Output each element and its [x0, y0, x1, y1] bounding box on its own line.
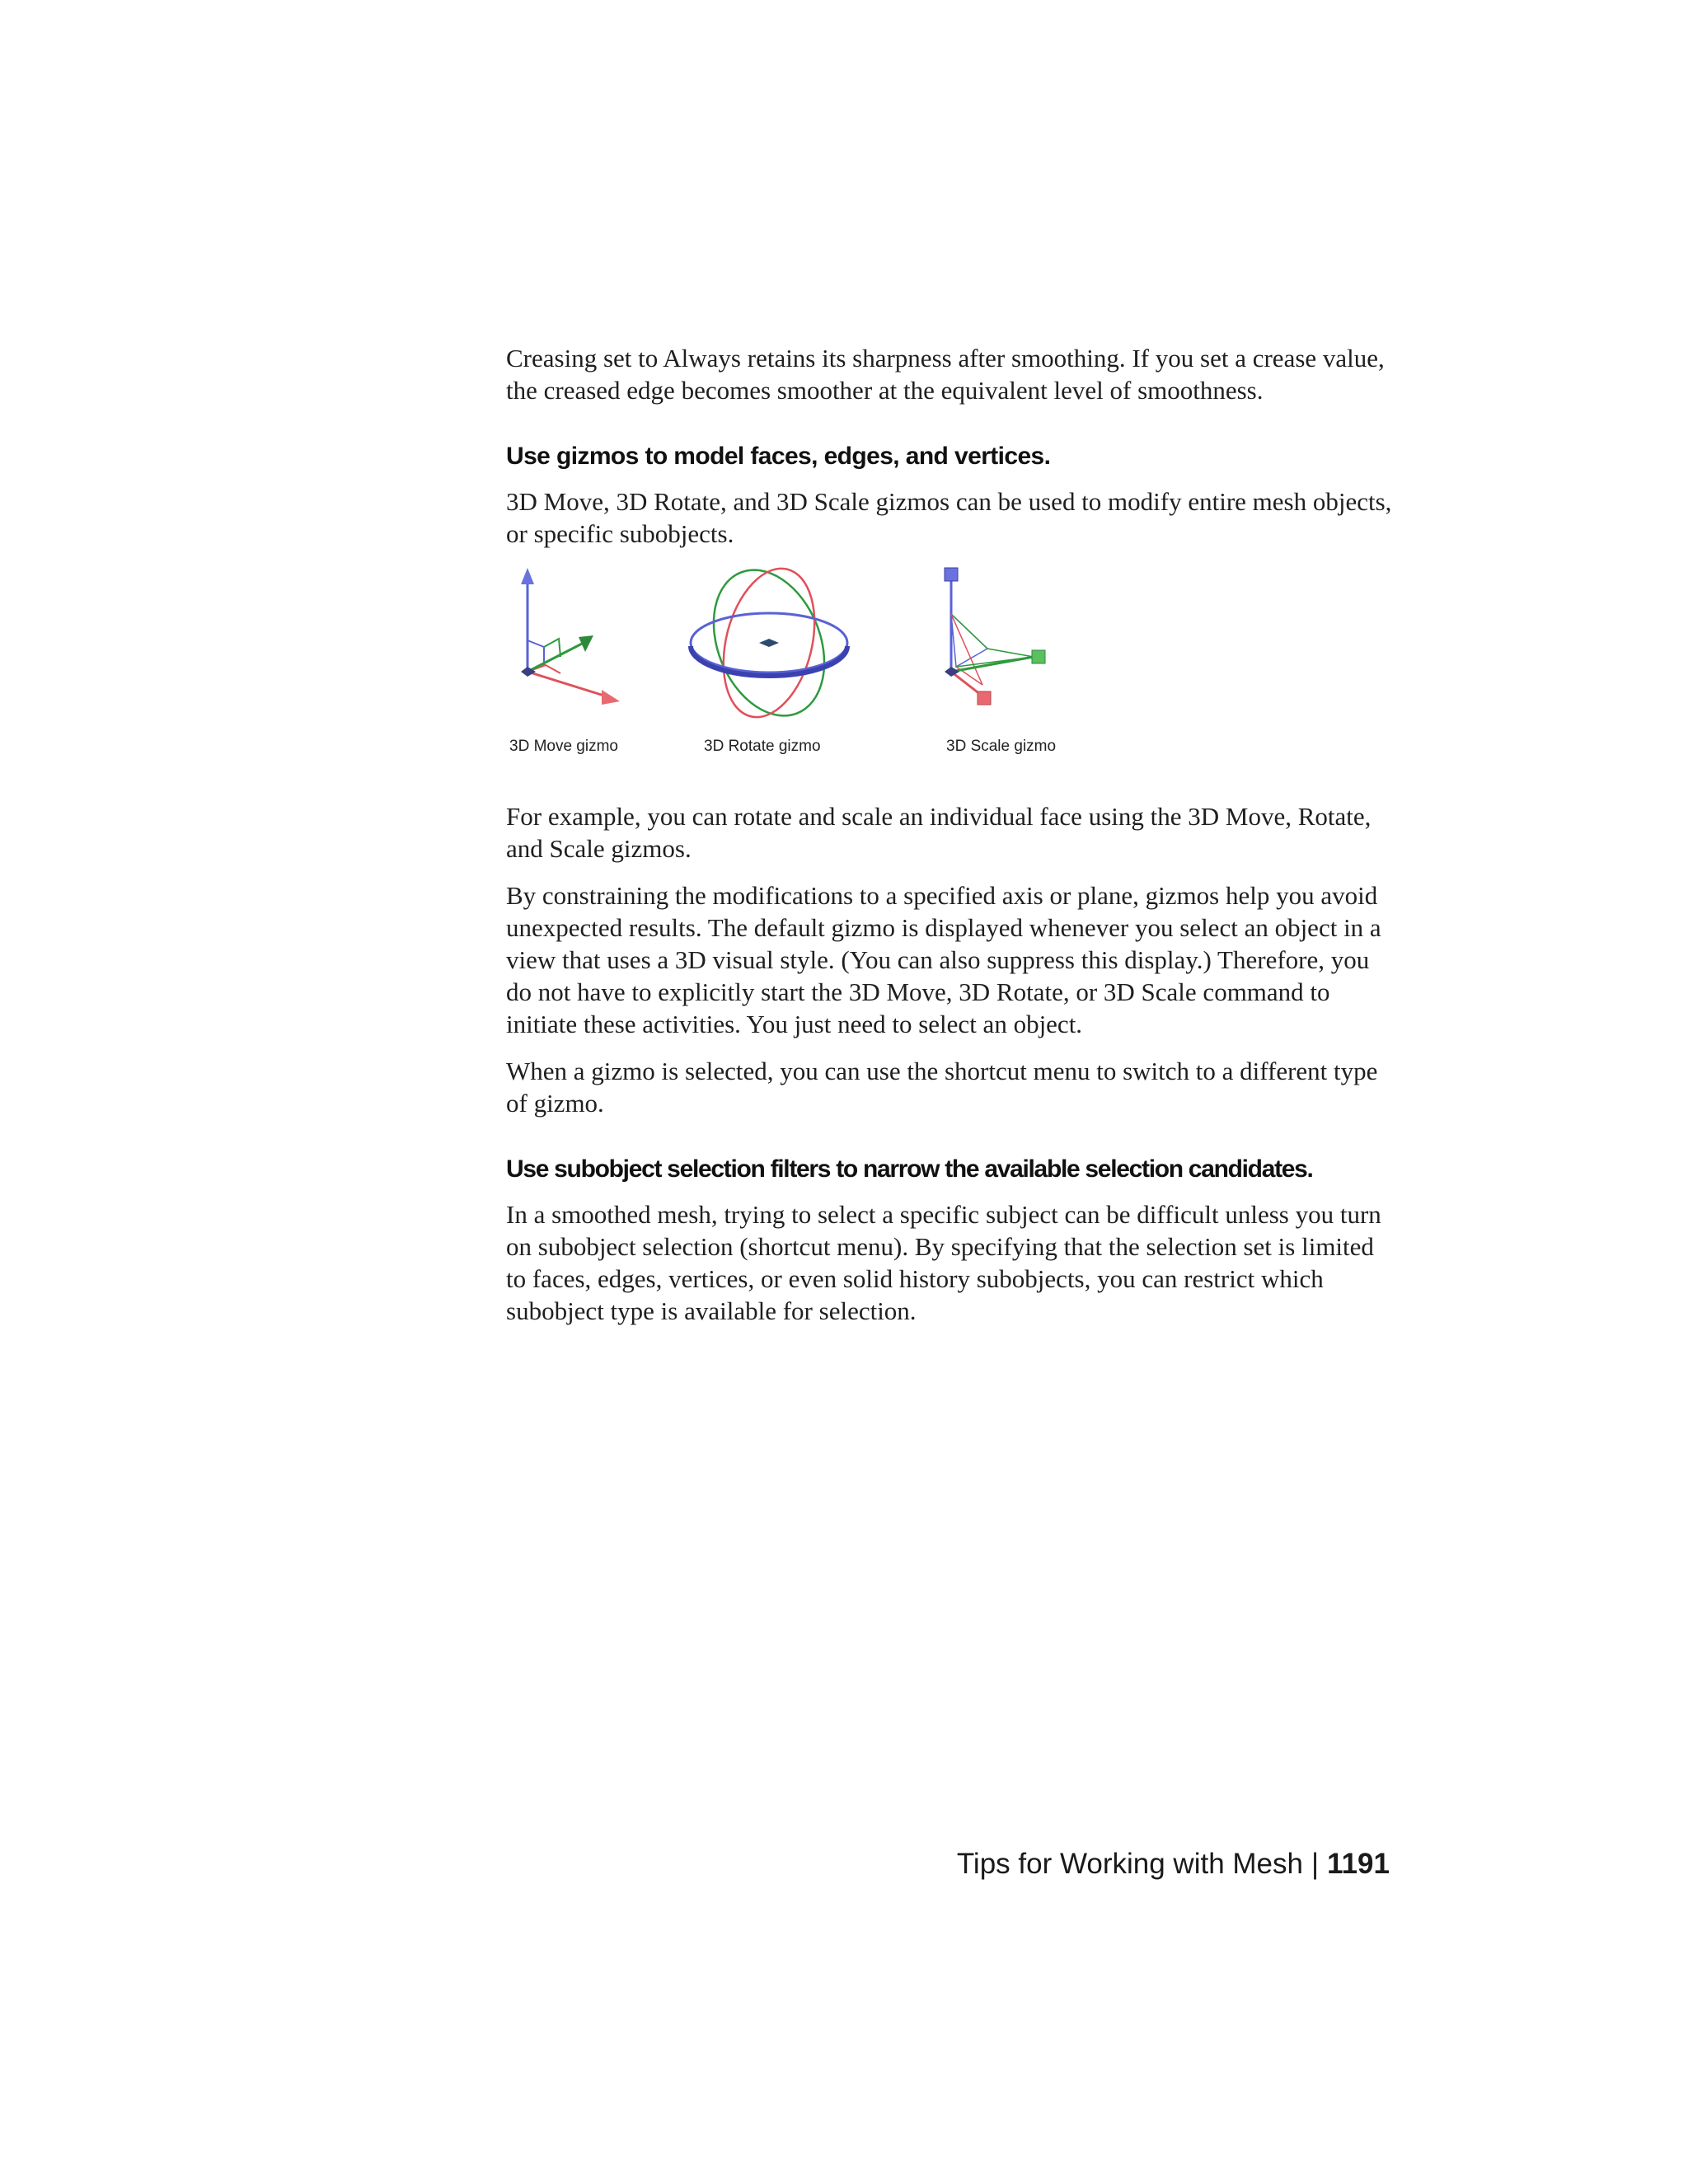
paragraph-gizmos-intro: 3D Move, 3D Rotate, and 3D Scale gizmos can be used to modify entire mesh objects, or specific subobjects.	[506, 487, 1392, 548]
paragraph-shortcut-menu: When a gizmo is selected, you can use the shortcut menu to switch to a different type of gizmo.	[506, 1057, 1378, 1118]
footer-section-title: Tips for Working with Mesh	[956, 1848, 1303, 1880]
paragraph-constraining: By constraining the modifications to a specified axis or plane, gizmos help you avoid unexpected results. The default gizmo is displayed whenever you select an object in a view that uses a 3D visual style. (You can also suppress this display.) Therefore, you do not have to explicitly start the 3D Move, 3D Rotate, or 3D Scale command to initiate these activities. You just need to select an object.	[506, 881, 1381, 1038]
paragraph-creasing: Creasing set to Always retains its sharpness after smoothing. If you set a crease value, the creased edge becomes smoother at the equivalent level of smoothness.	[506, 344, 1385, 405]
move-gizmo-caption: 3D Move gizmo	[509, 738, 618, 755]
3d-rotate-gizmo-icon	[682, 565, 856, 729]
scale-gizmo-caption: 3D Scale gizmo	[946, 738, 1057, 755]
paragraph-example: For example, you can rotate and scale an individual face using the 3D Move, Rotate, and Scale gizmos.	[506, 802, 1372, 863]
paragraph-selection-filters: In a smoothed mesh, trying to select a specific subject can be difficult unless you turn on subobject selection (shortcut menu). By specifying that the selection set is limited to faces, edges, vertices, or even solid history subobjects, you can restrict which subobject type is available for selection.	[506, 1200, 1381, 1325]
page-number: 1191	[1327, 1848, 1390, 1880]
page-content	[506, 342, 1393, 1342]
page-footer	[957, 1848, 1390, 1881]
heading-gizmos: Use gizmos to model faces, edges, and vertices.	[506, 443, 1051, 470]
gizmo-figure	[506, 565, 1393, 772]
footer-separator: |	[1311, 1848, 1320, 1880]
heading-selection-filters: Use subobject selection filters to narrow the available selection candidates.	[506, 1155, 1313, 1183]
3d-scale-gizmo-icon	[933, 565, 1065, 729]
3d-move-gizmo-icon	[509, 565, 633, 729]
rotate-gizmo-caption: 3D Rotate gizmo	[704, 738, 821, 755]
